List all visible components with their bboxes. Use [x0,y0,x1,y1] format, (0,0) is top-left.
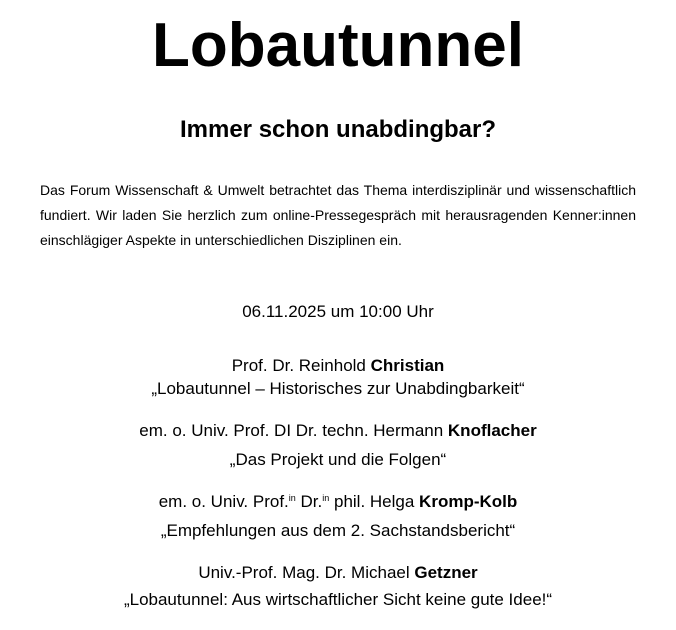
speaker-item [0,561,676,611]
speaker-list [0,354,676,630]
speaker-title-superscript: in [322,493,330,503]
page-subtitle: Immer schon unabdingbar? [179,116,497,143]
event-datetime: 06.11.2025 um 10:00 Uhr [242,302,434,321]
speaker-surname: Christian [370,356,445,375]
speaker-title-part: Dr. [295,492,323,511]
speaker-name [0,419,676,442]
talk-title: „Empfehlungen aus dem 2. Sachstandsbericht“ [160,521,516,540]
page-title: Lobautunnel [152,11,524,80]
speaker-item [0,419,676,471]
speaker-surname: Kromp-Kolb [419,492,518,511]
speaker-title: Prof. Dr. Reinhold [231,356,371,375]
speaker-title-part: phil. Helga [329,492,420,511]
speaker-item [0,354,676,400]
speaker-surname: Getzner [414,563,478,582]
speaker-name [0,490,676,513]
talk-title: „Das Projekt und die Folgen“ [229,450,447,469]
speaker-name [0,561,676,584]
speaker-surname: Knoflacher [447,421,537,440]
speaker-title: Univ.-Prof. Mag. Dr. Michael [198,563,415,582]
speaker-title-superscript: in [288,493,296,503]
speaker-title: em. o. Univ. Prof. DI Dr. techn. Hermann [139,421,448,440]
talk-title: „Lobautunnel: Aus wirtschaftlicher Sicht keine gute Idee!“ [123,590,553,609]
speaker-title-part: em. o. Univ. Prof. [158,492,289,511]
intro-paragraph: Das Forum Wissenschaft & Umwelt betrachtet das Thema interdisziplinär und wissenschaftlich fundiert. Wir laden Sie herzlich zum online-Pressegespräch mit herausragenden Kenner:innen einschlägiger Aspekte in unterschiedlichen Disziplinen ein. [40,182,636,248]
talk-title: „Lobautunnel – Historisches zur Unabdingbarkeit“ [151,379,525,398]
speaker-name [0,354,676,377]
speaker-item [0,490,676,542]
